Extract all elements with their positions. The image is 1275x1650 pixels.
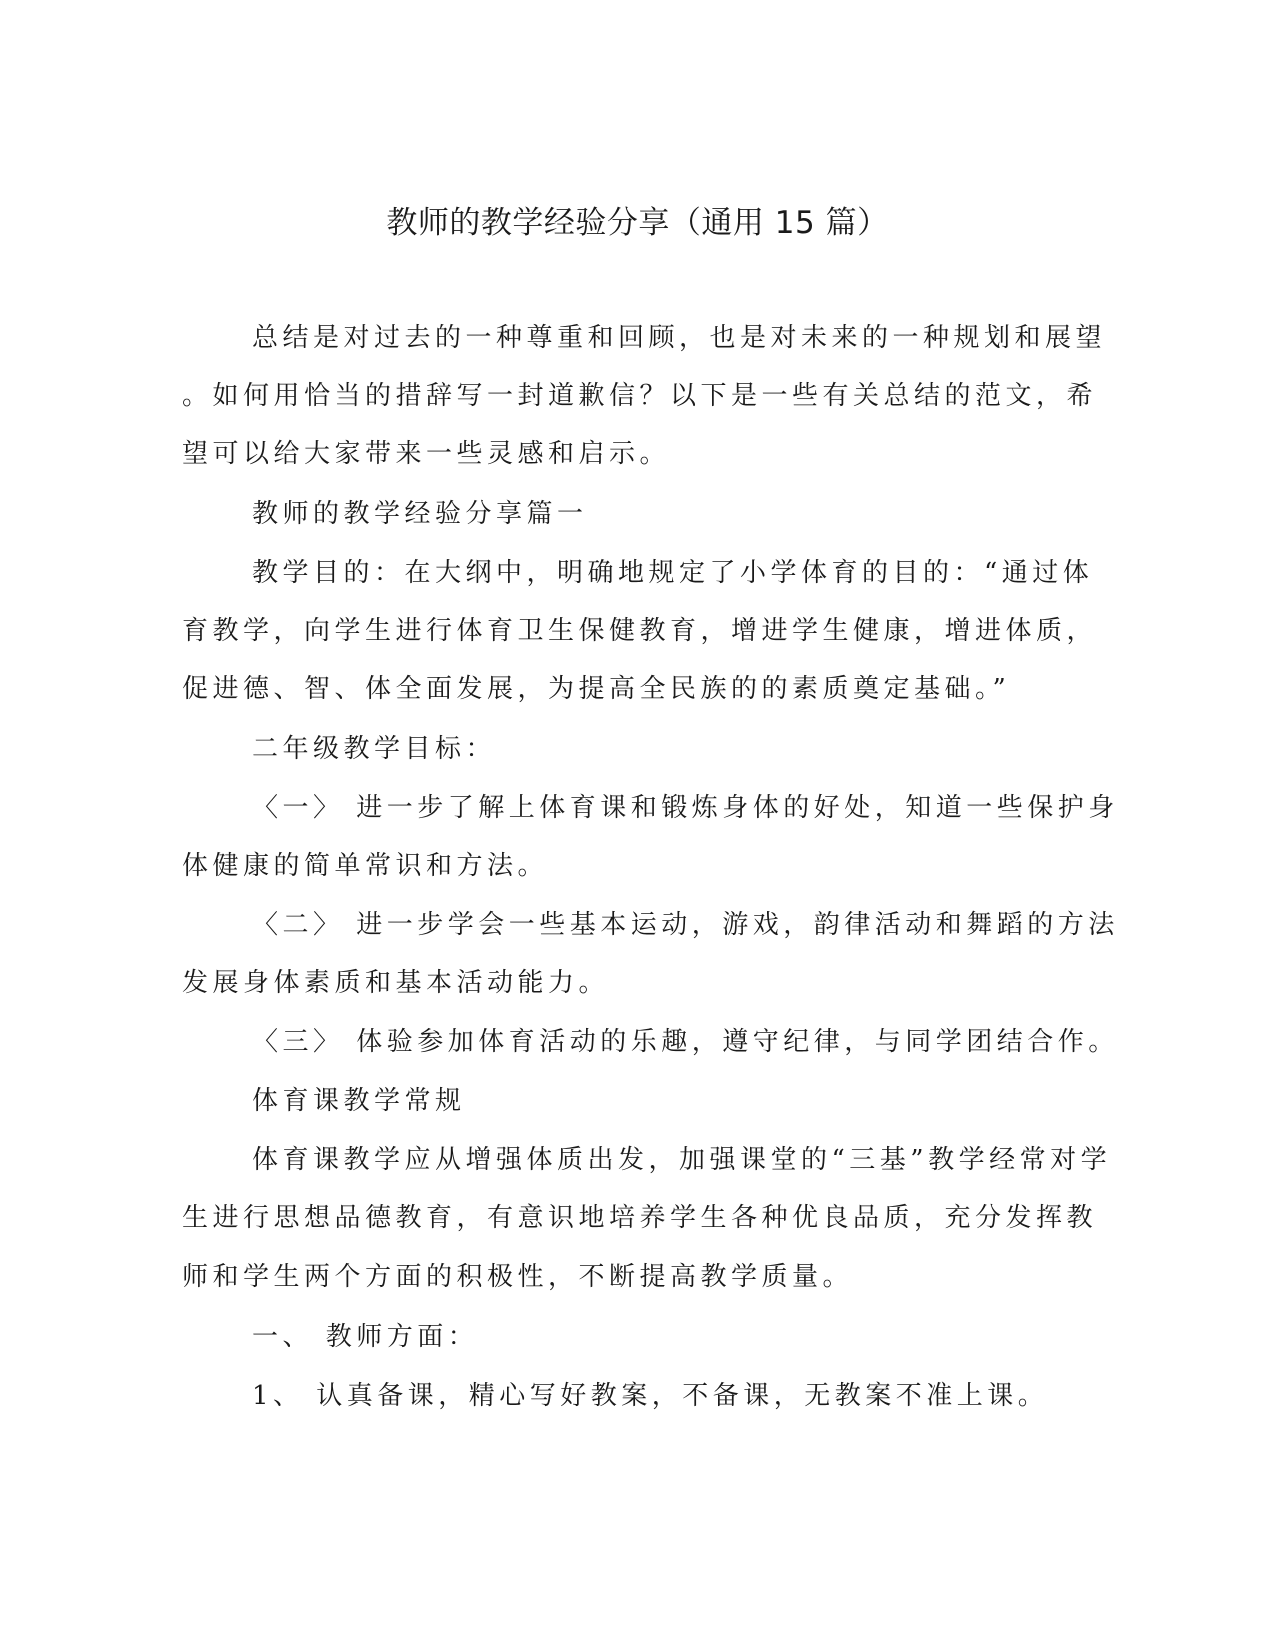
paragraph-line: 师和学生两个方面的积极性，不断提高教学质量。: [182, 1262, 854, 1292]
paragraph-line: 生进行思想品德教育，有意识地培养学生各种优良品质，充分发挥教: [182, 1203, 1098, 1233]
paragraph-line: 育教学，向学生进行体育卫生保健教育，增进学生健康，增进体质，: [182, 616, 1098, 646]
list-item-line: 发展身体素质和基本活动能力。: [182, 968, 610, 998]
paragraph-line: 。如何用恰当的措辞写一封道歉信？以下是一些有关总结的范文，希: [182, 381, 1098, 411]
list-item-line: 1、 认真备课，精心写好教案，不备课，无教案不准上课。: [252, 1381, 1049, 1411]
paragraph-line: 体育课教学应从增强体质出发，加强课堂的“三基”教学经常对学: [252, 1145, 1112, 1175]
paragraph-line: 促进德、智、体全面发展，为提高全民族的的素质奠定基础。”: [182, 674, 1011, 704]
list-item-line: 体健康的简单常识和方法。: [182, 851, 549, 881]
section-heading: 教师的教学经验分享篇一: [252, 499, 588, 529]
document-title: 教师的教学经验分享（通用 15 篇）: [386, 205, 889, 241]
list-item-line: 〈三〉 体验参加体育活动的乐趣，遵守纪律，与同学团结合作。: [252, 1027, 1119, 1057]
section-heading: 一、 教师方面：: [252, 1322, 479, 1352]
section-heading: 体育课教学常规: [252, 1086, 466, 1116]
paragraph-line: 教学目的：在大纲中，明确地规定了小学体育的目的：“通过体: [252, 558, 1094, 588]
list-item-line: 〈一〉 进一步了解上体育课和锻炼身体的好处，知道一些保护身: [252, 793, 1119, 823]
paragraph-line: 总结是对过去的一种尊重和回顾，也是对未来的一种规划和展望: [252, 323, 1107, 353]
section-heading: 二年级教学目标：: [252, 734, 497, 764]
paragraph-line: 望可以给大家带来一些灵感和启示。: [182, 439, 671, 469]
list-item-line: 〈二〉 进一步学会一些基本运动，游戏，韵律活动和舞蹈的方法: [252, 910, 1119, 940]
